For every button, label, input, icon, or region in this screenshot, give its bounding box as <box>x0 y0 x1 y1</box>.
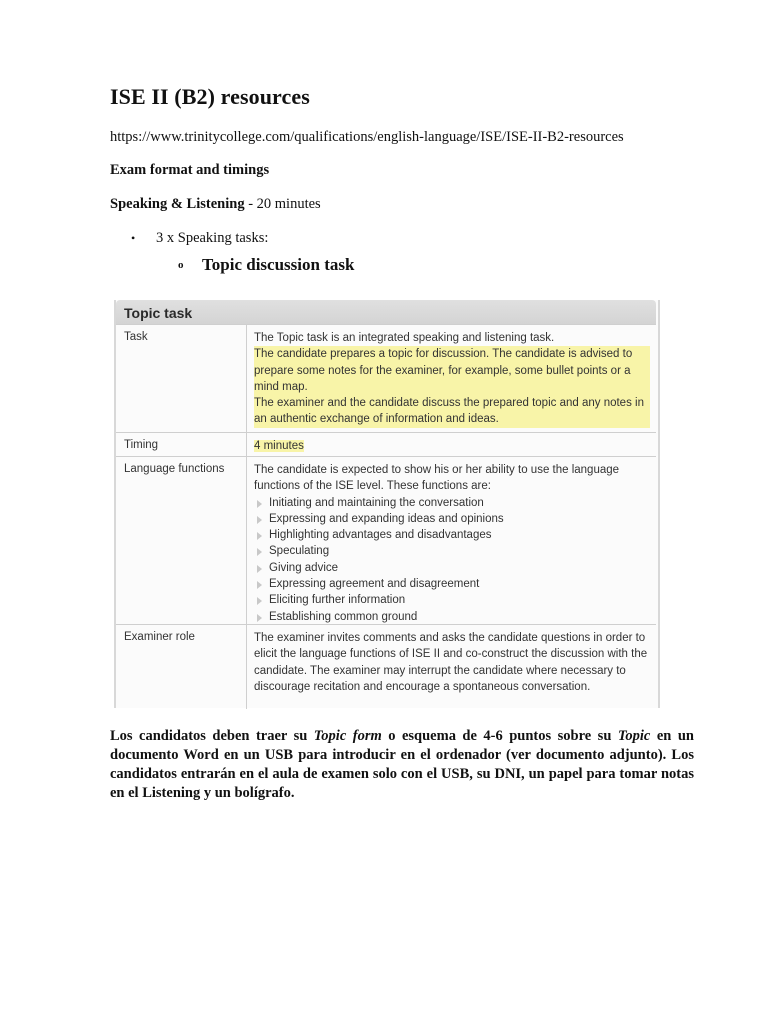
list-item: Expressing and expanding ideas and opinions <box>254 511 650 527</box>
row-label: Timing <box>124 439 159 451</box>
language-functions-list <box>254 495 650 625</box>
paragraph-text-3: en un documento Word en un USB para introducir en el ordenador (ver documento adjunto). Los candidatos entrarán en el aula de examen solo con el USB, su DNI, un papel para tomar notas en el Listening y un bolígrafo. <box>110 728 694 801</box>
paragraph-text-1: Los candidatos deben traer su <box>110 728 314 744</box>
table-row <box>116 456 656 625</box>
resource-url: https://www.trinitycollege.com/qualifications/english-language/ISE/ISE-II-B2-resources <box>110 129 624 145</box>
row-content <box>254 462 650 625</box>
list-item: Establishing common ground <box>254 609 650 625</box>
instructions-paragraph <box>110 727 694 803</box>
examiner-role-text: The examiner invites comments and asks the candidate questions in order to elicit the language functions of ISE II and co-construct the discussion with the candidate. The examiner may interrupt the candidate where necessary to discourage recitation and encourage a spontaneous conversation. <box>254 632 648 693</box>
column-divider <box>246 433 247 457</box>
list-item: Highlighting advantages and disadvantages <box>254 527 650 543</box>
speaking-duration: - 20 minutes <box>244 196 321 212</box>
speaking-line <box>110 196 321 213</box>
column-divider <box>246 325 247 433</box>
list-item: Initiating and maintaining the conversation <box>254 495 650 511</box>
paragraph-italic-1: Topic form <box>313 728 382 744</box>
column-divider <box>246 457 247 625</box>
circle-bullet-icon: o <box>178 259 184 271</box>
list-item-text: 3 x Speaking tasks: <box>156 230 269 246</box>
row-content <box>254 438 650 454</box>
topic-task-table <box>114 300 660 708</box>
table-header <box>116 300 656 324</box>
row-label: Examiner role <box>124 631 195 643</box>
speaking-label: Speaking & Listening <box>110 196 245 212</box>
task-text-3-highlighted: The examiner and the candidate discuss the prepared topic and any notes in an authentic exchange of information and ideas. <box>254 395 650 428</box>
list-item: Giving advice <box>254 560 650 576</box>
timing-value-highlighted: 4 minutes <box>254 440 304 452</box>
row-content <box>254 630 650 695</box>
list-item: Expressing agreement and disagreement <box>254 576 650 592</box>
row-label: Task <box>124 331 148 343</box>
list-item: Speculating <box>254 543 650 559</box>
section-heading: Exam format and timings <box>110 162 270 178</box>
bullet-icon: • <box>131 231 136 245</box>
sub-list-item-text: Topic discussion task <box>202 255 355 274</box>
task-text-1: The Topic task is an integrated speaking and listening task. <box>254 332 555 344</box>
table-header-title: Topic task <box>124 305 193 321</box>
table-row <box>116 624 656 709</box>
list-item: Eliciting further information <box>254 592 650 608</box>
sub-list-item <box>178 255 354 275</box>
list-item <box>131 230 268 247</box>
task-text-2-highlighted: The candidate prepares a topic for discussion. The candidate is advised to prepare some notes for the examiner, for example, some bullet points or a mind map. <box>254 346 650 395</box>
page-title: ISE II (B2) resources <box>110 84 310 109</box>
paragraph-italic-2: Topic <box>617 728 651 744</box>
column-divider <box>246 625 247 709</box>
table-row <box>116 324 656 433</box>
language-intro: The candidate is expected to show his or her ability to use the language functions of the ISE level. These functions are: <box>254 464 620 493</box>
row-content <box>254 330 650 428</box>
row-label: Language functions <box>124 463 225 475</box>
paragraph-text-2: o esquema de 4-6 puntos sobre su <box>381 728 618 744</box>
table-row <box>116 432 656 457</box>
